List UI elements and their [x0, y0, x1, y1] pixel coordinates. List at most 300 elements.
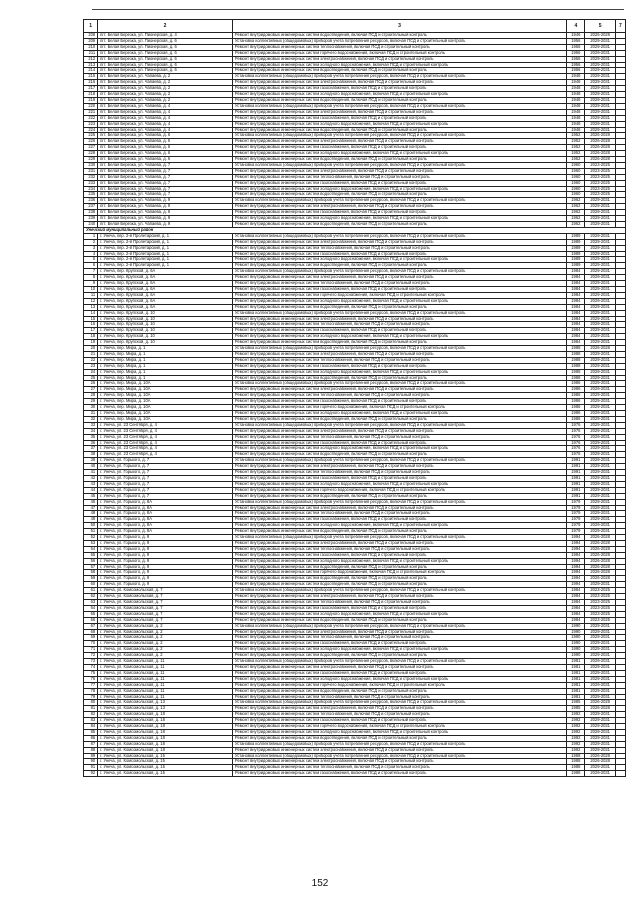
work-type-cell: Ремонт внутридомовых инженерных систем газоснабжения, включая ПСД и строительный контроль: [232, 718, 566, 724]
address-cell: г. Унеча, ул. Комсомольская, д. 2: [98, 629, 233, 635]
row-number: 44: [84, 487, 98, 493]
period-cell: 2023-2025: [585, 192, 615, 198]
period-cell: 2026-2028: [585, 706, 615, 712]
year-cell: 1960: [567, 192, 585, 198]
row-number: 7: [84, 269, 98, 275]
row-number: 92: [84, 771, 98, 777]
row-number: 28: [84, 393, 98, 399]
period-cell: 2029-2031: [585, 292, 615, 298]
year-cell: 1994: [567, 535, 585, 541]
address-cell: г. Унеча, ул. Горького, д. 8А: [98, 499, 233, 505]
address-cell: г. Унеча, пер. Крупской, д. 6А: [98, 269, 233, 275]
period-cell: 2029-2031: [585, 239, 615, 245]
period-cell: 2029-2031: [585, 523, 615, 529]
row-number: 84: [84, 724, 98, 730]
row-number: 88: [84, 747, 98, 753]
work-type-cell: Ремонт внутридомовых инженерных систем горячего водоснабжения, включая ПСД и строительный контроль: [232, 292, 566, 298]
address-cell: пгт. Белая Березка, ул. Чапаева, д. 2: [98, 92, 233, 98]
work-type-cell: Ремонт внутридомовых инженерных систем теплоснабжения, включая ПСД и строительный контроль: [232, 511, 566, 517]
work-type-cell: Установка коллективных (общедомовых) приборов учета потребления ресурсов, включая ПСД и строительный контроль: [232, 133, 566, 139]
row-number: 238: [84, 210, 98, 216]
period-cell: 2029-2031: [585, 582, 615, 588]
address-cell: пгт. Белая Березка, ул. Чапаева, д. 7: [98, 162, 233, 168]
period-cell: 2029-2031: [585, 641, 615, 647]
work-type-cell: Установка коллективных (общедомовых) приборов учета потребления ресурсов, включая ПСД и строительный контроль: [232, 233, 566, 239]
row-number: 77: [84, 682, 98, 688]
row-number: 46: [84, 499, 98, 505]
work-type-cell: Ремонт внутридомовых инженерных систем газоснабжения, включая ПСД и строительный контроль: [232, 670, 566, 676]
work-type-cell: Ремонт внутридомовых инженерных систем теплоснабжения, включая ПСД и строительный контроль: [232, 546, 566, 552]
work-type-cell: Ремонт внутридомовых инженерных систем газоснабжения, включая ПСД и строительный контроль: [232, 440, 566, 446]
work-type-cell: Установка коллективных (общедомовых) приборов учета потребления ресурсов, включая ПСД и строительный контроль: [232, 588, 566, 594]
year-cell: 1986: [567, 387, 585, 393]
period-cell: 2029-2031: [585, 233, 615, 239]
work-type-cell: Ремонт внутридомовых инженерных систем водоотведения, включая ПСД и строительный контроль: [232, 576, 566, 582]
address-cell: г. Унеча, пер. Крупской, д. 10: [98, 316, 233, 322]
year-cell: 1981: [567, 682, 585, 688]
year-cell: 1990: [567, 629, 585, 635]
header-col-7: 7: [615, 20, 625, 33]
work-type-cell: Ремонт внутридомовых инженерных систем горячего водоснабжения, включая ПСД и строительный контроль: [232, 487, 566, 493]
year-cell: 1960: [567, 180, 585, 186]
row-number: 41: [84, 470, 98, 476]
period-cell: 2029-2031: [585, 275, 615, 281]
period-cell: 2029-2031: [585, 470, 615, 476]
work-type-cell: Ремонт внутридомовых инженерных систем водоотведения, включая ПСД и строительный контроль: [232, 97, 566, 103]
work-type-cell: Ремонт внутридомовых инженерных систем холодного водоснабжения, включая ПСД и строительный контроль: [232, 558, 566, 564]
year-cell: 1948: [567, 74, 585, 80]
address-cell: пгт. Белая Березка, ул. Чапаева, д. 9: [98, 216, 233, 222]
period-cell: 2029-2031: [585, 653, 615, 659]
year-cell: 1984: [567, 298, 585, 304]
period-cell: 2029-2031: [585, 328, 615, 334]
year-cell: 1984: [567, 334, 585, 340]
row-number: 59: [84, 576, 98, 582]
period-cell: 2029-2031: [585, 499, 615, 505]
year-cell: 1986: [567, 381, 585, 387]
row-number: 86: [84, 735, 98, 741]
work-type-cell: Ремонт внутридомовых инженерных систем электроснабжения, включая ПСД и строительный контроль: [232, 168, 566, 174]
period-cell: 2026-2028: [585, 151, 615, 157]
address-cell: г. Унеча, пер. 2-й Пролетарский, д. 1: [98, 251, 233, 257]
row-number: 235: [84, 192, 98, 198]
period-cell: 2029-2031: [585, 440, 615, 446]
work-type-cell: Ремонт внутридомовых инженерных систем газоснабжения, включая ПСД и строительный контроль: [232, 328, 566, 334]
row-number: 25: [84, 375, 98, 381]
address-cell: г. Унеча, пер. 2-й Пролетарский, д. 1: [98, 245, 233, 251]
address-cell: г. Унеча, ул. Комсомольская, д. 11: [98, 676, 233, 682]
row-number: 214: [84, 68, 98, 74]
row-number: 219: [84, 97, 98, 103]
address-cell: г. Унеча, ул. Горького, д. 7: [98, 458, 233, 464]
period-cell: 2026-2028: [585, 346, 615, 352]
row-number: 13: [84, 304, 98, 310]
address-cell: пгт. Белая Березка, ул. Пионерская, д. 6: [98, 56, 233, 62]
work-type-cell: Ремонт внутридомовых инженерных систем теплоснабжения, включая ПСД и строительный контроль: [232, 600, 566, 606]
row-number: 56: [84, 558, 98, 564]
row-number: 15: [84, 316, 98, 322]
row-number: 233: [84, 180, 98, 186]
year-cell: 1981: [567, 664, 585, 670]
year-cell: 1960: [567, 162, 585, 168]
address-cell: г. Унеча, пер. Крупской, д. 10: [98, 340, 233, 346]
year-cell: 1952: [567, 145, 585, 151]
year-cell: 1956: [567, 56, 585, 62]
year-cell: 1979: [567, 511, 585, 517]
row-number: 51: [84, 529, 98, 535]
row-number: 73: [84, 659, 98, 665]
period-cell: 2026-2028: [585, 540, 615, 546]
row-number: 75: [84, 670, 98, 676]
work-type-cell: Ремонт внутридомовых инженерных систем электроснабжения, включая ПСД и строительный контроль: [232, 316, 566, 322]
address-cell: г. Унеча, пер. Мира, д. 10А: [98, 381, 233, 387]
row-number: 61: [84, 588, 98, 594]
year-cell: 1986: [567, 393, 585, 399]
address-cell: г. Унеча, ул. 23 Сентября, д. 4: [98, 440, 233, 446]
year-cell: 1979: [567, 505, 585, 511]
period-cell: 2026-2028: [585, 535, 615, 541]
year-cell: 1986: [567, 405, 585, 411]
header-col-3: 3: [232, 20, 566, 33]
work-type-cell: Ремонт внутридомовых инженерных систем газоснабжения, включая ПСД и строительный контроль: [232, 641, 566, 647]
period-cell: 2029-2031: [585, 216, 615, 222]
period-cell: 2026-2028: [585, 133, 615, 139]
year-cell: 1976: [567, 440, 585, 446]
year-cell: 1994: [567, 552, 585, 558]
period-cell: 2029-2031: [585, 405, 615, 411]
work-type-cell: Ремонт внутридомовых инженерных систем холодного водоснабжения, включая ПСД и строительный контроль: [232, 121, 566, 127]
address-cell: пгт. Белая Березка, ул. Чапаева, д. 4: [98, 103, 233, 109]
work-type-cell: Установка коллективных (общедомовых) приборов учета потребления ресурсов, включая ПСД и строительный контроль: [232, 741, 566, 747]
year-cell: 1984: [567, 269, 585, 275]
work-type-cell: Ремонт внутридомовых инженерных систем газоснабжения, включая ПСД и строительный контроль: [232, 86, 566, 92]
address-cell: г. Унеча, ул. 23 Сентября, д. 4: [98, 428, 233, 434]
period-cell: 2029-2031: [585, 251, 615, 257]
period-cell: 2029-2031: [585, 316, 615, 322]
year-cell: 1988: [567, 375, 585, 381]
address-cell: г. Унеча, ул. Комсомольская, д. 2: [98, 653, 233, 659]
work-type-cell: Ремонт внутридомовых инженерных систем электроснабжения, включая ПСД и строительный контроль: [232, 428, 566, 434]
period-cell: 2029-2031: [585, 281, 615, 287]
period-cell: 2023-2025: [585, 162, 615, 168]
period-cell: 2029-2031: [585, 103, 615, 109]
year-cell: 1948: [567, 127, 585, 133]
work-type-cell: Ремонт внутридомовых инженерных систем горячего водоснабжения, включая ПСД и строительный контроль: [232, 405, 566, 411]
address-cell: пгт. Белая Березка, ул. Чапаева, д. 2: [98, 86, 233, 92]
work-type-cell: Ремонт внутридомовых инженерных систем холодного водоснабжения, включая ПСД и строительный контроль: [232, 676, 566, 682]
work-type-cell: Ремонт внутридомовых инженерных систем теплоснабжения, включая ПСД и строительный контроль: [232, 357, 566, 363]
year-cell: 1948: [567, 80, 585, 86]
section-title: Унечский муниципальный район: [84, 227, 626, 233]
row-number: 65: [84, 611, 98, 617]
period-cell: 2029-2031: [585, 62, 615, 68]
work-type-cell: Ремонт внутридомовых инженерных систем водоотведения, включая ПСД и строительный контроль: [232, 375, 566, 381]
year-cell: 1984: [567, 292, 585, 298]
year-cell: 1984: [567, 281, 585, 287]
work-type-cell: Ремонт внутридомовых инженерных систем электроснабжения, включая ПСД и строительный контроль: [232, 629, 566, 635]
work-type-cell: Ремонт внутридомовых инженерных систем электроснабжения, включая ПСД и строительный контроль: [232, 80, 566, 86]
address-cell: г. Унеча, пер. Мира, д. 10А: [98, 393, 233, 399]
work-type-cell: Ремонт внутридомовых инженерных систем холодного водоснабжения, включая ПСД и строительный контроль: [232, 151, 566, 157]
work-type-cell: Ремонт внутридомовых инженерных систем горячего водоснабжения, включая ПСД и строительный контроль: [232, 682, 566, 688]
year-cell: 1991: [567, 464, 585, 470]
address-cell: г. Унеча, ул. Комсомольская, д. 18: [98, 718, 233, 724]
row-number: 229: [84, 157, 98, 163]
year-cell: 1976: [567, 434, 585, 440]
row-number: 64: [84, 605, 98, 611]
year-cell: 1991: [567, 458, 585, 464]
period-cell: 2023-2025: [585, 600, 615, 606]
period-cell: 2029-2031: [585, 493, 615, 499]
year-cell: 1990: [567, 641, 585, 647]
year-cell: 1976: [567, 446, 585, 452]
work-type-cell: Ремонт внутридомовых инженерных систем водоотведения, включая ПСД и строительный контроль: [232, 340, 566, 346]
address-cell: г. Унеча, пер. Крупской, д. 6А: [98, 292, 233, 298]
year-cell: 1956: [567, 44, 585, 50]
address-cell: г. Унеча, ул. Горького, д. 9: [98, 582, 233, 588]
period-cell: 2029-2031: [585, 735, 615, 741]
period-cell: 2023-2025: [585, 168, 615, 174]
year-cell: 1981: [567, 659, 585, 665]
address-cell: г. Унеча, пер. Крупской, д. 6А: [98, 304, 233, 310]
header-col-4: 4: [567, 20, 585, 33]
period-cell: 2029-2031: [585, 529, 615, 535]
year-cell: 1988: [567, 369, 585, 375]
year-cell: 1960: [567, 186, 585, 192]
period-cell: 2029-2031: [585, 121, 615, 127]
address-cell: г. Унеча, ул. Комсомольская, д. 11: [98, 664, 233, 670]
year-cell: 1962: [567, 210, 585, 216]
address-cell: г. Унеча, ул. Комсомольская, д. 18: [98, 712, 233, 718]
year-cell: 1994: [567, 546, 585, 552]
address-cell: пгт. Белая Березка, ул. Пионерская, д. 6: [98, 50, 233, 56]
row-number: 217: [84, 86, 98, 92]
work-type-cell: Ремонт внутридомовых инженерных систем холодного водоснабжения, включая ПСД и строительный контроль: [232, 334, 566, 340]
row-number: 58: [84, 570, 98, 576]
row-number: 26: [84, 381, 98, 387]
period-cell: 2026-2028: [585, 33, 615, 39]
row-number: 16: [84, 322, 98, 328]
address-cell: пгт. Белая Березка, ул. Чапаева, д. 6: [98, 151, 233, 157]
top-rule: [92, 9, 624, 10]
work-type-cell: Установка коллективных (общедомовых) приборов учета потребления ресурсов, включая ПСД и строительный контроль: [232, 74, 566, 80]
period-cell: 2029-2031: [585, 458, 615, 464]
work-type-cell: Ремонт внутридомовых инженерных систем водоотведения, включая ПСД и строительный контроль: [232, 529, 566, 535]
year-cell: 1984: [567, 588, 585, 594]
address-cell: г. Унеча, ул. Комсомольская, д. 15: [98, 771, 233, 777]
work-type-cell: Ремонт внутридомовых инженерных систем водоотведения, включая ПСД и строительный контроль: [232, 617, 566, 623]
row-number: 24: [84, 369, 98, 375]
row-number: 68: [84, 629, 98, 635]
row-number: 213: [84, 62, 98, 68]
row-number: 54: [84, 546, 98, 552]
period-cell: 2029-2031: [585, 340, 615, 346]
period-cell: 2029-2031: [585, 269, 615, 275]
period-cell: 2029-2031: [585, 56, 615, 62]
row-number: 5: [84, 257, 98, 263]
row-number: 227: [84, 145, 98, 151]
work-type-cell: Ремонт внутридомовых инженерных систем электроснабжения, включая ПСД и строительный контроль: [232, 204, 566, 210]
year-cell: 1984: [567, 594, 585, 600]
period-cell: 2029-2031: [585, 245, 615, 251]
row-number: 76: [84, 676, 98, 682]
work-type-cell: Ремонт внутридомовых инженерных систем электроснабжения, включая ПСД и строительный контроль: [232, 239, 566, 245]
address-cell: г. Унеча, ул. Комсомольская, д. 7: [98, 594, 233, 600]
work-type-cell: Ремонт внутридомовых инженерных систем электроснабжения, включая ПСД и строительный контроль: [232, 139, 566, 145]
row-number: 87: [84, 741, 98, 747]
row-number: 11: [84, 292, 98, 298]
work-type-cell: Ремонт внутридомовых инженерных систем электроснабжения, включая ПСД и строительный контроль: [232, 464, 566, 470]
work-type-cell: Установка коллективных (общедомовых) приборов учета потребления ресурсов, включая ПСД и строительный контроль: [232, 659, 566, 665]
address-cell: пгт. Белая Березка, ул. Чапаева, д. 6: [98, 157, 233, 163]
row-number: 63: [84, 600, 98, 606]
row-number: 60: [84, 582, 98, 588]
period-cell: 2029-2031: [585, 115, 615, 121]
address-cell: г. Унеча, ул. 23 Сентября, д. 4: [98, 446, 233, 452]
address-cell: г. Унеча, ул. Комсомольская, д. 18: [98, 724, 233, 730]
address-cell: г. Унеча, ул. Комсомольская, д. 13: [98, 706, 233, 712]
work-type-cell: Ремонт внутридомовых инженерных систем газоснабжения, включая ПСД и строительный контроль: [232, 363, 566, 369]
row-number: 1: [84, 233, 98, 239]
year-cell: 1948: [567, 109, 585, 115]
year-cell: 1988: [567, 771, 585, 777]
work-type-cell: Ремонт внутридомовых инженерных систем холодного водоснабжения, включая ПСД и строительный контроль: [232, 411, 566, 417]
year-cell: 1984: [567, 316, 585, 322]
year-cell: 1989: [567, 233, 585, 239]
work-type-cell: Ремонт внутридомовых инженерных систем водоотведения, включая ПСД и строительный контроль: [232, 304, 566, 310]
period-cell: 2029-2031: [585, 399, 615, 405]
address-cell: г. Унеча, ул. Горького, д. 8А: [98, 517, 233, 523]
row-number: 221: [84, 109, 98, 115]
row-number: 67: [84, 623, 98, 629]
work-type-cell: Ремонт внутридомовых инженерных систем водоотведения, включая ПСД и строительный контроль: [232, 33, 566, 39]
work-type-cell: Ремонт внутридомовых инженерных систем теплоснабжения, включая ПСД и строительный контроль: [232, 245, 566, 251]
period-cell: 2029-2031: [585, 381, 615, 387]
address-cell: г. Унеча, ул. Комсомольская, д. 11: [98, 682, 233, 688]
period-cell: 2029-2031: [585, 369, 615, 375]
period-cell: 2023-2025: [585, 617, 615, 623]
row-number: 223: [84, 121, 98, 127]
address-cell: пгт. Белая Березка, ул. Пионерская, д. 6: [98, 38, 233, 44]
address-cell: г. Унеча, ул. Горького, д. 9: [98, 570, 233, 576]
year-cell: 1948: [567, 86, 585, 92]
row-number: 29: [84, 399, 98, 405]
address-cell: пгт. Белая Березка, ул. Пионерская, д. 6: [98, 62, 233, 68]
work-type-cell: Установка коллективных (общедомовых) приборов учета потребления ресурсов, включая ПСД и строительный контроль: [232, 381, 566, 387]
row-number: 211: [84, 50, 98, 56]
address-cell: г. Унеча, пер. 2-й Пролетарский, д. 1: [98, 263, 233, 269]
period-cell: 2026-2028: [585, 552, 615, 558]
row-number: 49: [84, 517, 98, 523]
year-cell: 1962: [567, 198, 585, 204]
row-number: 38: [84, 452, 98, 458]
row-number: 212: [84, 56, 98, 62]
row-number: 32: [84, 416, 98, 422]
year-cell: 1989: [567, 245, 585, 251]
work-type-cell: Ремонт внутридомовых инженерных систем электроснабжения, включая ПСД и строительный контроль: [232, 505, 566, 511]
address-cell: г. Унеча, ул. Комсомольская, д. 2: [98, 635, 233, 641]
address-cell: г. Унеча, ул. Горького, д. 9: [98, 540, 233, 546]
address-cell: пгт. Белая Березка, ул. Чапаева, д. 7: [98, 168, 233, 174]
address-cell: г. Унеча, пер. Мира, д. 10А: [98, 405, 233, 411]
row-number: 78: [84, 688, 98, 694]
period-cell: 2029-2031: [585, 517, 615, 523]
row-number: 74: [84, 664, 98, 670]
address-cell: г. Унеча, ул. Комсомольская, д. 11: [98, 688, 233, 694]
year-cell: 1984: [567, 600, 585, 606]
work-type-cell: Ремонт внутридомовых инженерных систем водоотведения, включая ПСД и строительный контроль: [232, 192, 566, 198]
address-cell: г. Унеча, ул. Горького, д. 8А: [98, 505, 233, 511]
row-number: 62: [84, 594, 98, 600]
row-number: 17: [84, 328, 98, 334]
work-type-cell: Ремонт внутридомовых инженерных систем холодного водоснабжения, включая ПСД и строительный контроль: [232, 729, 566, 735]
row-number: 71: [84, 647, 98, 653]
row-number: 55: [84, 552, 98, 558]
address-cell: пгт. Белая Березка, ул. Пионерская, д. 6: [98, 44, 233, 50]
period-cell: 2029-2031: [585, 428, 615, 434]
year-cell: 1989: [567, 257, 585, 263]
row-number: 228: [84, 151, 98, 157]
period-cell: 2026-2028: [585, 157, 615, 163]
address-cell: г. Унеча, ул. Комсомольская, д. 7: [98, 611, 233, 617]
row-number: 23: [84, 363, 98, 369]
work-type-cell: Ремонт внутридомовых инженерных систем электроснабжения, включая ПСД и строительный контроль: [232, 56, 566, 62]
address-cell: г. Унеча, ул. 23 Сентября, д. 4: [98, 434, 233, 440]
row-number: 21: [84, 351, 98, 357]
work-type-cell: Ремонт внутридомовых инженерных систем электроснабжения, включая ПСД и строительный контроль: [232, 706, 566, 712]
address-cell: пгт. Белая Березка, ул. Чапаева, д. 9: [98, 204, 233, 210]
period-cell: 2026-2028: [585, 753, 615, 759]
year-cell: 1990: [567, 623, 585, 629]
address-cell: г. Унеча, пер. Мира, д. 1: [98, 363, 233, 369]
address-cell: г. Унеча, ул. Комсомольская, д. 7: [98, 588, 233, 594]
row-number: 226: [84, 139, 98, 145]
period-cell: 2029-2031: [585, 393, 615, 399]
year-cell: 1988: [567, 346, 585, 352]
year-cell: 1992: [567, 724, 585, 730]
work-type-cell: Ремонт внутридомовых инженерных систем водоотведения, включая ПСД и строительный контроль: [232, 735, 566, 741]
row-number: 33: [84, 422, 98, 428]
table-body: [84, 20, 626, 777]
year-cell: 1986: [567, 399, 585, 405]
address-cell: г. Унеча, пер. Крупской, д. 6А: [98, 298, 233, 304]
row-number: 3: [84, 245, 98, 251]
address-cell: пгт. Белая Березка, ул. Пионерская, д. 4: [98, 33, 233, 39]
row-number: 208: [84, 33, 98, 39]
period-cell: 2029-2031: [585, 729, 615, 735]
work-type-cell: Установка коллективных (общедомовых) приборов учета потребления ресурсов, включая ПСД и строительный контроль: [232, 38, 566, 44]
work-type-cell: Ремонт внутридомовых инженерных систем газоснабжения, включая ПСД и строительный контроль: [232, 210, 566, 216]
row-number: 240: [84, 222, 98, 228]
address-cell: г. Унеча, пер. Крупской, д. 10: [98, 322, 233, 328]
work-type-cell: Установка коллективных (общедомовых) приборов учета потребления ресурсов, включая ПСД и строительный контроль: [232, 103, 566, 109]
year-cell: 1985: [567, 700, 585, 706]
work-type-cell: Ремонт внутридомовых инженерных систем холодного водоснабжения, включая ПСД и строительный контроль: [232, 369, 566, 375]
year-cell: 1976: [567, 452, 585, 458]
work-type-cell: Ремонт внутридомовых инженерных систем водоотведения, включая ПСД и строительный контроль: [232, 416, 566, 422]
work-type-cell: Ремонт внутридомовых инженерных систем газоснабжения, включая ПСД и строительный контроль: [232, 771, 566, 777]
period-cell: 2029-2031: [585, 68, 615, 74]
period-cell: 2029-2031: [585, 765, 615, 771]
year-cell: 1984: [567, 310, 585, 316]
year-cell: 1990: [567, 653, 585, 659]
work-type-cell: Ремонт внутридомовых инженерных систем газоснабжения, включая ПСД и строительный контроль: [232, 517, 566, 523]
row-number: 218: [84, 92, 98, 98]
period-cell: 2029-2031: [585, 475, 615, 481]
period-cell: 2029-2031: [585, 676, 615, 682]
period-cell: 2029-2031: [585, 659, 615, 665]
year-cell: 1994: [567, 582, 585, 588]
